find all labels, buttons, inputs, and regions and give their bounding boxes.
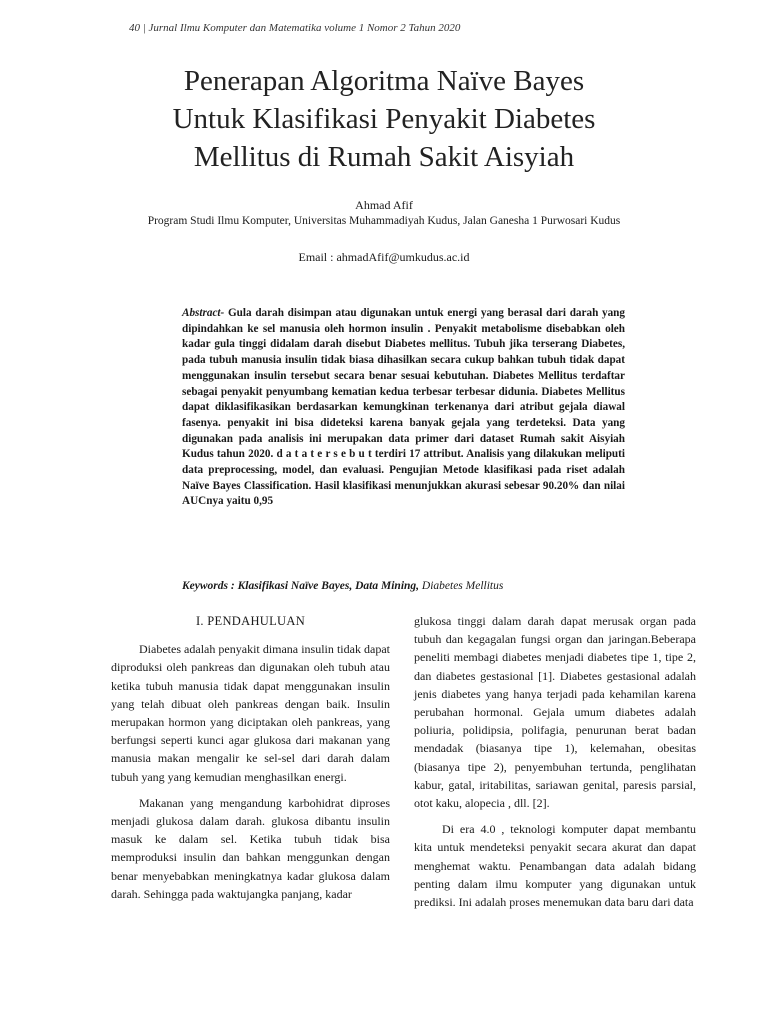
running-header: 40 | Jurnal Ilmu Komputer dan Matematika volume 1 Nomor 2 Tahun 2020 [129,22,461,34]
section-heading: I. PENDAHULUAN [195,614,306,628]
left-column [111,612,390,911]
keywords-tail: Diabetes Mellitus [419,580,504,592]
abstract [182,306,625,510]
title-line-2: Untuk Klasifikasi Penyakit Diabetes [172,103,596,135]
paper-title [0,62,768,176]
author-email: Email : ahmadAfif@umkudus.ac.id [298,250,470,264]
keywords-label: Keywords : Klasifikasi Naïve Bayes, Data Mining, [182,580,420,592]
keywords [182,580,503,592]
paragraph: Di era 4.0 , teknologi komputer dapat membantu kita untuk mendeteksi penyakit secara akurat dan dapat menghemat waktu. Penambangan data adalah bidang penting dalam ilmu komputer yang digunakan untuk prediksi. Ini adalah proses menemukan data baru dari data [414,822,696,910]
paragraph: glukosa tinggi dalam darah dapat merusak organ pada tubuh dan kegagalan fungsi organ dan jaringan.Beberapa peneliti membagi diabetes menjadi diabetes tipe 1, tipe 2, dan diabetes gestasional [1]. Diabetes gestasional adalah jenis diabetes yang hanya terjadi pada kehamilan karena perubahan hormonal. Gejala umum diabetes adalah poliuria, polidipsia, polifagia, penurunan berat badan mendadak (biasanya tipe 1), kelemahan, obesitas (biasanya tipe 2), penyembuhan tertunda, penglihatan kabur, gatal, iritabilitas, sariawan genital, paresis parsial, otot kaku, alopecia , dll. [2]. [414,614,696,811]
right-column [414,612,696,919]
abstract-text: Gula darah disimpan atau digunakan untuk energi yang berasal dari darah yang dipindahkan ke sel manusia oleh hormon insulin . Penyakit metabolisme disebabkan oleh kadar gula tinggi didalam darah disebut Diabetes mellitus. Tubuh jika terserang Diabetes, pada tubuh manusia insulin tidak biasa dihasilkan secara cukup bahkan tubuh tidak dapat menggunakan insulin tersebut secara benar sesuai kebutuhan. Diabetes Mellitus terdaftar sebagai penyakit penyumbang kematian kedua terbesar terbesar didunia. Diabetes Mellitus dapat diklasifikasikan berdasarkan kemungkinan terkenanya dari atribut gejala diawal fasenya. penyakit ini bisa dideteksi karena banyak gejala yang terdeteksi. Data yang digunakan pada analisis ini merupakan data primer dari dataset Rumah sakit Aisyiah Kudus tahun 2020. d a t a t e r s e b u t terdiri 17 attribut. Analisis yang dilakukan meliputi data preprocessing, model, dan evaluasi. Pengujian Metode klasifikasi pada riset adalah Naïve Bayes Classification. Hasil klasifikasi menunjukkan akurasi sebesar 90.20% dan nilai AUCnya yaitu 0,95 [182,307,625,508]
title-line-3: Mellitus di Rumah Sakit Aisyiah [193,141,575,173]
abstract-label: Abstract- [182,307,225,319]
paragraph: Diabetes adalah penyakit dimana insulin tidak dapat diproduksi oleh pankreas dan digunakan oleh tubuh atau ketika tubuh manusia tidak dapat menggunakan insulin yang telah dibuat oleh pankreas dengan baik. Insulin merupakan hormon yang diciptakan oleh pankreas, yang berfungsi seperti kunci agar glukosa dari makanan yang manusia makan mengalir ke sel-sel dari darah dalam tubuh yang yang kemudian menghasilkan energi. [111,642,390,784]
title-line-1: Penerapan Algoritma Naïve Bayes [183,65,585,97]
author-affiliation: Program Studi Ilmu Komputer, Universitas Muhammadiyah Kudus, Jalan Ganesha 1 Purwosari Kudus [147,215,621,227]
author-name: Ahmad Afif [355,198,413,212]
paragraph: Makanan yang mengandung karbohidrat diproses menjadi glukosa dalam darah. glukosa dibantu insulin masuk ke dalam sel. Ketika tubuh tidak bisa memproduksi insulin dan bahkan menggunkan dengan benar menyebabkan meningkatnya kadar glukosa dalam darah. Sehingga pada waktujangka panjang, kadar [111,795,390,901]
